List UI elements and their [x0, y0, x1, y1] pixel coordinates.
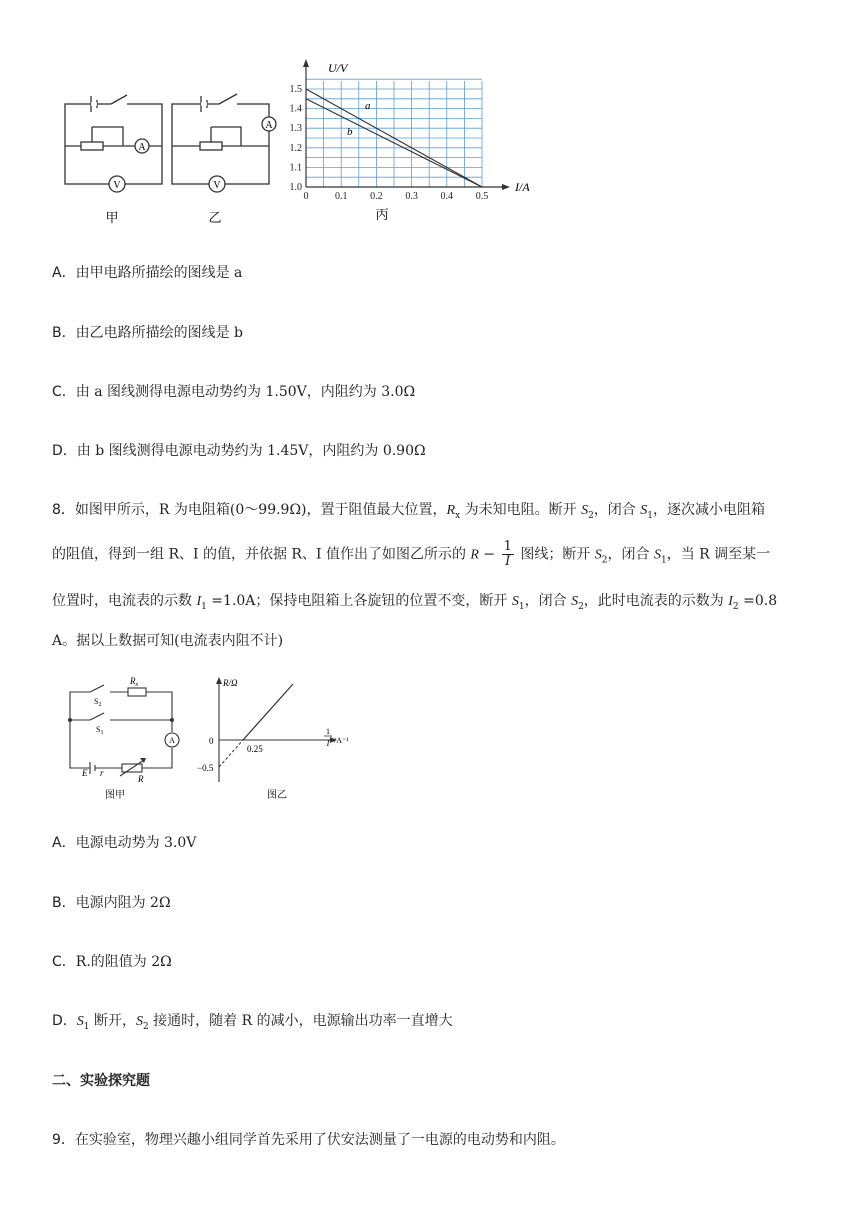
ammeter-yi: A: [265, 120, 273, 131]
R-label: R: [138, 774, 144, 784]
q8-line-2: 的阻值，得到一组 R、I 的值，并依据 R、I 值作出了如图乙所示的 R − $\frac{1}{I}$ 图线；断开 $S_2$，闭合 $S_1$，当 R 调至某一: [52, 539, 771, 569]
figure-2-yi-label: 图乙: [267, 790, 287, 801]
x-tick-label: 0.4: [440, 191, 454, 202]
x-tick-label: 0.2: [370, 191, 383, 202]
q8-option-a[interactable]: A．电源电动势为 3.0V: [52, 835, 197, 851]
e-label: E: [82, 768, 88, 778]
x-tick-label: 0.5: [475, 191, 489, 202]
graph-bing: [280, 55, 550, 230]
y-axis-label-2: R/Ω: [223, 678, 238, 688]
y-tick-label: 1.4: [289, 103, 302, 115]
q7-option-b[interactable]: B．由乙电路所描绘的图线是 b: [52, 325, 244, 341]
ammeter-2: A: [169, 736, 175, 745]
q8-option-d[interactable]: D．$S_1$ 断开，$S_2$ 接通时，随着 R 的减小，电源输出功率一直增大: [52, 1013, 453, 1032]
r-vs-inverse-i-line: [243, 684, 293, 740]
label-bing: 丙: [375, 207, 389, 222]
q8-line-3: 位置时，电流表的示数 $I_1 =1.0A$；保持电阻箱上各旋钮的位置不变，断开 $S_1$，闭合 $S_2$，此时电流表的示数为 $I_2 =0.8$: [52, 593, 778, 612]
x-axis-label: I/A: [515, 180, 530, 194]
s2-label: $S_2$: [94, 697, 102, 708]
x-tick-0.25: 0.25: [247, 744, 263, 754]
series-b-label: b: [347, 126, 353, 138]
label-jia: 甲: [105, 210, 119, 225]
figure-2-jia-label: 图甲: [105, 790, 125, 801]
q8-option-b[interactable]: B．电源内阻为 2Ω: [52, 895, 171, 911]
y-axis-label: U/V: [328, 61, 348, 75]
label-yi: 乙: [208, 210, 222, 225]
y-tick-label: 1.2: [289, 142, 302, 154]
x-tick-label: 0.1: [334, 191, 348, 202]
x-axis-label-num: 1: [326, 727, 330, 736]
circuit-figure-jia-yi: [55, 80, 285, 230]
y-tick-label: 1.3: [289, 123, 302, 135]
x-axis-label-unit: /A⁻¹: [334, 736, 349, 745]
rx-label: $R_x$: [130, 676, 139, 688]
q7-option-c[interactable]: C．由 a 图线测得电源电动势约为 1.50V，内阻约为 3.0Ω: [52, 384, 416, 400]
x-tick-label: 0.3: [405, 191, 418, 202]
series-a-label: a: [365, 100, 371, 112]
fraction-1-over-i: $\frac{1}{I}$: [503, 539, 512, 569]
q8-line-1: 8．如图甲所示，R 为电阻箱(0～99.9Ω)，置于阻值最大位置，$R_x$ 为未知电阻。断开 $S_2$，闭合 $S_1$，逐次减小电阻箱: [52, 502, 765, 521]
y-tick-label: 1.5: [289, 84, 302, 95]
r-small-label: r: [100, 768, 104, 778]
q8-line-4: A。据以上数据可知(电流表内阻不计): [52, 633, 284, 649]
x-tick-label: 0: [303, 191, 309, 202]
voltmeter-jia: V: [113, 180, 121, 191]
circuit-figure-2: [60, 672, 190, 802]
q8-option-c[interactable]: C．R.的阻值为 2Ω: [52, 954, 172, 970]
section-2-title: 二、实验探究题: [52, 1073, 150, 1089]
q7-option-a[interactable]: A．由甲电路所描绘的图线是 a: [52, 265, 243, 281]
dashed-extension: [219, 740, 243, 767]
s1-label: $S_1$: [96, 725, 104, 736]
y-tick-label: 1.0: [289, 182, 302, 193]
x-axis-label-den: I: [326, 739, 330, 748]
y-tick--0.5: −0.5: [197, 763, 214, 773]
origin-label: 0: [209, 736, 214, 746]
y-tick-label: 1.1: [289, 162, 302, 174]
voltmeter-yi: V: [213, 180, 221, 191]
ammeter-jia: A: [138, 142, 146, 153]
q9-line: 9．在实验室，物理兴趣小组同学首先采用了伏安法测量了一电源的电动势和内阻。: [52, 1132, 565, 1148]
q7-option-d[interactable]: D．由 b 图线测得电源电动势约为 1.45V，内阻约为 0.90Ω: [52, 443, 426, 459]
graph-figure-2: [195, 672, 365, 802]
